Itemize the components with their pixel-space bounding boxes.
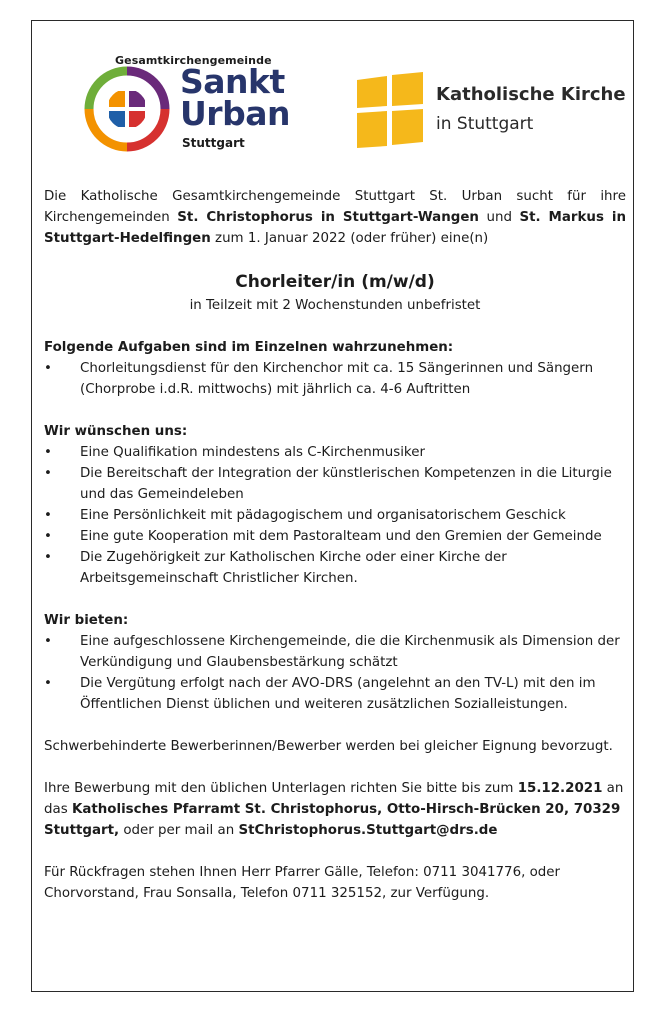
logo-city: Stuttgart bbox=[182, 136, 245, 150]
sankt-urban-logo bbox=[84, 54, 304, 154]
disabled-applicants-note: Schwerbehinderte Bewerberinnen/Bewerber werden bei gleicher Eignung bevorzugt. bbox=[44, 739, 613, 754]
list-item: • Eine Qualifikation mindestens als C-Kirchenmusiker bbox=[44, 442, 626, 463]
logo-pretitle: Gesamtkirchengemeinde bbox=[115, 54, 272, 67]
logo-word-urban: Urban bbox=[180, 94, 290, 133]
list-item: • Die Vergütung erfolgt nach der AVO-DRS (angelehnt an den TV-L) mit den im Öffentlichen Dienst üblichen und weiteren zusätzlichen Sozialleistungen. bbox=[44, 673, 626, 715]
contact-paragraph: Für Rückfragen stehen Ihnen Herr Pfarrer Gälle, Telefon: 0711 3041776, oder Chorvorstand, Frau Sonsalla, Telefon 0711 325152, zur Verfügung. bbox=[44, 865, 561, 901]
list-item: • Die Zugehörigkeit zur Katholischen Kirche oder einer Kirche der Arbeitsgemeinschaft Christlicher Kirchen. bbox=[44, 547, 626, 589]
katholische-kirche-logo bbox=[357, 72, 637, 156]
bullet: • bbox=[44, 634, 52, 649]
list-item: • Eine Persönlichkeit mit pädagogischem und organisatorischem Geschick bbox=[44, 505, 626, 526]
bullet: • bbox=[44, 466, 52, 481]
offers-list bbox=[44, 631, 626, 715]
wishes-list bbox=[44, 442, 626, 589]
wishes-heading: Wir wünschen uns: bbox=[44, 424, 188, 439]
offers-heading: Wir bieten: bbox=[44, 613, 129, 628]
bullet: • bbox=[44, 508, 52, 523]
bullet: • bbox=[44, 445, 52, 460]
list-item: • Eine gute Kooperation mit dem Pastoralteam und den Gremien der Gemeinde bbox=[44, 526, 626, 547]
yellow-window-cross-icon bbox=[357, 72, 425, 148]
list-item: • Chorleitungsdienst für den Kirchenchor mit ca. 15 Sängerinnen und Sängern (Chorprobe i.d.R. mittwochs) mit jährlich ca. 4-6 Auftritten bbox=[44, 358, 626, 400]
logo-line-in-stuttgart: in Stuttgart bbox=[436, 114, 534, 134]
bullet: • bbox=[44, 529, 52, 544]
colored-ring-cross-icon bbox=[84, 66, 170, 152]
email-address: StChristophorus.Stuttgart@drs.de bbox=[238, 823, 498, 838]
application-paragraph: Ihre Bewerbung mit den üblichen Unterlagen richten Sie bitte bis zum 15.12.2021 an das Katholisches Pfarramt St. Christophorus, Otto-Hirsch-Brücken 20, 70329 Stuttgart, oder per mail an StChristophorus.Stuttgart@drs.de bbox=[44, 781, 624, 838]
logo-line-katholische-kirche: Katholische Kirche bbox=[436, 84, 626, 105]
job-subtitle: in Teilzeit mit 2 Wochenstunden unbefristet bbox=[189, 298, 481, 313]
document-body bbox=[44, 186, 626, 904]
list-item: • Die Bereitschaft der Integration der künstlerischen Kompetenzen in die Liturgie und das Gemeindeleben bbox=[44, 463, 626, 505]
intro-paragraph: Die Katholische Gesamtkirchengemeinde Stuttgart St. Urban sucht für ihre Kirchengemeinden St. Christophorus in Stuttgart-Wangen und St. Markus in Stuttgart-Hedelfingen zum 1. Januar 2022 (oder früher) eine(n) bbox=[44, 189, 626, 246]
job-title: Chorleiter/in (m/w/d) bbox=[235, 272, 435, 292]
tasks-list bbox=[44, 358, 626, 400]
bullet: • bbox=[44, 550, 52, 565]
logo-word-sankt: Sankt bbox=[180, 62, 285, 101]
bullet: • bbox=[44, 676, 52, 691]
list-item: • Eine aufgeschlossene Kirchengemeinde, die die Kirchenmusik als Dimension der Verkündigung und Glaubensbestärkung schätzt bbox=[44, 631, 626, 673]
bullet: • bbox=[44, 361, 52, 376]
tasks-heading: Folgende Aufgaben sind im Einzelnen wahrzunehmen: bbox=[44, 340, 454, 355]
